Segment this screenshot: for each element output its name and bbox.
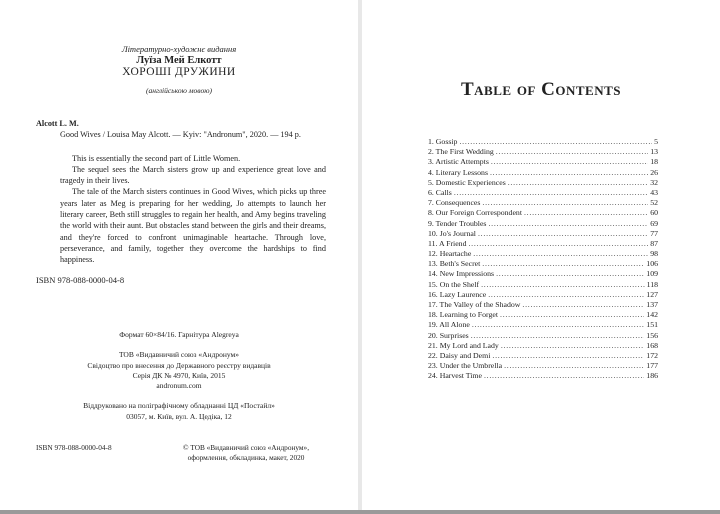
toc-dot-leader (490, 168, 648, 178)
book-description (36, 153, 326, 266)
catalog-reference: Good Wives / Louisa May Alcott. — Kyiv: "Andronum", 2020. — 194 p. (60, 130, 301, 140)
toc-dot-leader (508, 178, 648, 188)
toc-entry-page: 109 (646, 269, 658, 279)
toc-dot-leader (482, 198, 648, 208)
website-line: andronum.com (156, 381, 202, 391)
toc-dot-leader (484, 371, 644, 381)
toc-entry-page: 5 (654, 137, 658, 146)
description-paragraph: The sequel sees the March sisters grow up and experience great love and tragedy in their lives. (60, 164, 326, 186)
toc-entry[interactable] (428, 239, 658, 249)
toc-entry-page: 87 (650, 238, 658, 248)
footer-copyright (166, 443, 326, 463)
toc-entry-page: 151 (646, 320, 658, 330)
toc-entry-label: 8. Our Foreign Correspondent (428, 208, 522, 218)
toc-dot-leader (524, 208, 648, 218)
toc-dot-leader (496, 269, 644, 279)
toc-dot-leader (492, 351, 644, 361)
toc-entry-label: 13. Beth's Secret (428, 259, 481, 269)
toc-entry-page: 172 (646, 350, 658, 360)
toc-entry-page: 127 (646, 289, 658, 299)
toc-entry[interactable] (428, 198, 658, 208)
toc-entry-label: 2. The First Wedding (428, 147, 494, 157)
toc-entry-label: 21. My Lord and Lady (428, 340, 499, 350)
toc-entry[interactable] (428, 351, 658, 361)
toc-entry-page: 43 (650, 187, 658, 197)
toc-dot-leader (478, 229, 648, 239)
toc-entry[interactable] (428, 157, 658, 167)
printed-line: Віддруковано на поліграфічному обладнанні ЦД «Постайл» (83, 401, 275, 411)
toc-entry-page: 18 (650, 157, 658, 167)
toc-entry-label: 11. A Friend (428, 238, 467, 248)
copyright-line: оформлення, обкладинка, макет, 2020 (187, 453, 305, 462)
toc-dot-leader (459, 137, 652, 147)
toc-entry-label: 6. Calls (428, 187, 452, 197)
toc-entry-label: 20. Surprises (428, 330, 469, 340)
toc-entry[interactable] (428, 219, 658, 229)
toc-dot-leader (454, 188, 648, 198)
toc-entry-page: 26 (650, 167, 658, 177)
author-name-ua: Луїза Мей Елкотт (136, 55, 222, 66)
toc-entry-label: 22. Daisy and Demi (428, 350, 491, 360)
toc-dot-leader (504, 361, 644, 371)
address-line: 03057, м. Київ, вул. А. Цедіка, 12 (126, 411, 232, 421)
isbn-main: ISBN 978-088-0000-04-8 (36, 275, 125, 285)
toc-entry-page: 60 (650, 208, 658, 218)
certificate-line: Свідоцтво про внесення до Державного реєстру видавців (87, 360, 271, 370)
toc-entry-label: 12. Heartache (428, 249, 472, 259)
toc-entry-label: 17. The Valley of the Shadow (428, 300, 521, 309)
catalog-author: Alcott L. M. (36, 119, 79, 128)
toc-entry[interactable] (428, 290, 658, 300)
toc-entry-page: 142 (646, 310, 658, 320)
toc-dot-leader (501, 341, 644, 351)
table-of-contents (428, 137, 658, 382)
toc-entry-page: 118 (646, 279, 658, 289)
toc-entry-page: 13 (650, 147, 658, 157)
language-note: (англійською мовою) (145, 86, 212, 95)
toc-entry[interactable] (428, 259, 658, 269)
toc-entry-page: 69 (650, 218, 658, 228)
toc-entry-label: 16. Lazy Laurence (428, 289, 487, 299)
toc-entry-page: 98 (650, 249, 658, 259)
toc-entry-label: 1. Gossip (428, 137, 458, 146)
toc-entry[interactable] (428, 361, 658, 371)
toc-entry-label: 19. All Alone (428, 320, 470, 330)
imprint-block (0, 330, 358, 422)
series-label: Літературно-художнє видання (121, 44, 237, 54)
toc-dot-leader (491, 157, 648, 167)
toc-entry[interactable] (428, 137, 658, 147)
toc-entry-page: 137 (646, 300, 658, 309)
series-number-line: Серія ДК № 4970, Київ, 2015 (132, 370, 226, 380)
catalog-entry (36, 118, 326, 266)
toc-entry[interactable] (428, 341, 658, 351)
toc-entry-label: 9. Tender Troubles (428, 218, 487, 228)
toc-dot-leader (488, 290, 644, 300)
toc-entry-label: 7. Consequences (428, 198, 481, 208)
bottom-edge (0, 510, 720, 514)
toc-entry[interactable] (428, 300, 658, 310)
toc-dot-leader (468, 239, 648, 249)
toc-entry[interactable] (428, 371, 658, 381)
toc-entry[interactable] (428, 249, 658, 259)
toc-dot-leader (500, 310, 644, 320)
toc-entry-page: 186 (646, 371, 658, 381)
copyright-line: © ТОВ «Видавничий союз «Андронум», (182, 443, 310, 452)
toc-entry[interactable] (428, 310, 658, 320)
toc-entry[interactable] (428, 320, 658, 330)
toc-entry[interactable] (428, 168, 658, 178)
toc-entry-label: 5. Domestic Experiences (428, 177, 506, 187)
toc-entry-page: 168 (646, 340, 658, 350)
toc-dot-leader (496, 147, 648, 157)
toc-entry[interactable] (428, 208, 658, 218)
toc-entry-label: 4. Literary Lessons (428, 167, 488, 177)
toc-entry[interactable] (428, 269, 658, 279)
publisher-line: ТОВ «Видавничий союз «Андронум» (118, 350, 240, 360)
format-line: Формат 60×84/16. Гарнітура Alegreya (119, 330, 239, 339)
toc-entry-label: 3. Artistic Attempts (428, 157, 489, 167)
book-title-ua: ХОРОШІ ДРУЖИНИ (122, 66, 236, 78)
toc-entry[interactable] (428, 331, 658, 341)
toc-dot-leader (482, 259, 644, 269)
toc-entry[interactable] (428, 147, 658, 157)
toc-dot-leader (522, 300, 644, 310)
toc-dot-leader (481, 280, 644, 290)
toc-dot-leader (488, 219, 648, 229)
toc-entry[interactable] (428, 178, 658, 188)
toc-entry-page: 32 (650, 177, 658, 187)
toc-entry-label: 18. Learning to Forget (428, 310, 499, 320)
toc-entry-label: 24. Harvest Time (428, 371, 482, 381)
toc-entry[interactable] (428, 229, 658, 239)
toc-entry[interactable] (428, 280, 658, 290)
toc-dot-leader (472, 320, 644, 330)
toc-entry-label: 10. Jo's Journal (428, 228, 476, 238)
toc-entry-page: 177 (646, 361, 658, 371)
toc-dot-leader (471, 331, 645, 341)
toc-entry-label: 14. New Impressions (428, 269, 495, 279)
toc-entry-page: 77 (650, 228, 658, 238)
toc-entry[interactable] (428, 188, 658, 198)
toc-dot-leader (473, 249, 648, 259)
toc-entry-page: 106 (646, 259, 658, 269)
toc-heading: Table of Contents (461, 79, 621, 100)
toc-entry-label: 23. Under the Umbrella (428, 361, 503, 371)
footer-isbn: ISBN 978-088-0000-04-8 (36, 443, 112, 452)
toc-entry-page: 52 (650, 198, 658, 208)
description-paragraph: The tale of the March sisters continues in Good Wives, which picks up three years later as Meg is preparing for her wedding, Jo attempts to launch her literary career, Beth still struggles to regain her health, and Amy begins traveling the world with their aunt. But obstacles stand between the girls and their dreams, and they're forced to confront unimaginable heartache. Through love, perseverance, and family, together they overcome the hardships to find happiness. (60, 187, 326, 265)
toc-entry-page: 156 (646, 330, 658, 340)
toc-entry-label: 15. On the Shelf (428, 279, 480, 289)
description-paragraph: This is essentially the second part of Little Women. (72, 153, 241, 163)
